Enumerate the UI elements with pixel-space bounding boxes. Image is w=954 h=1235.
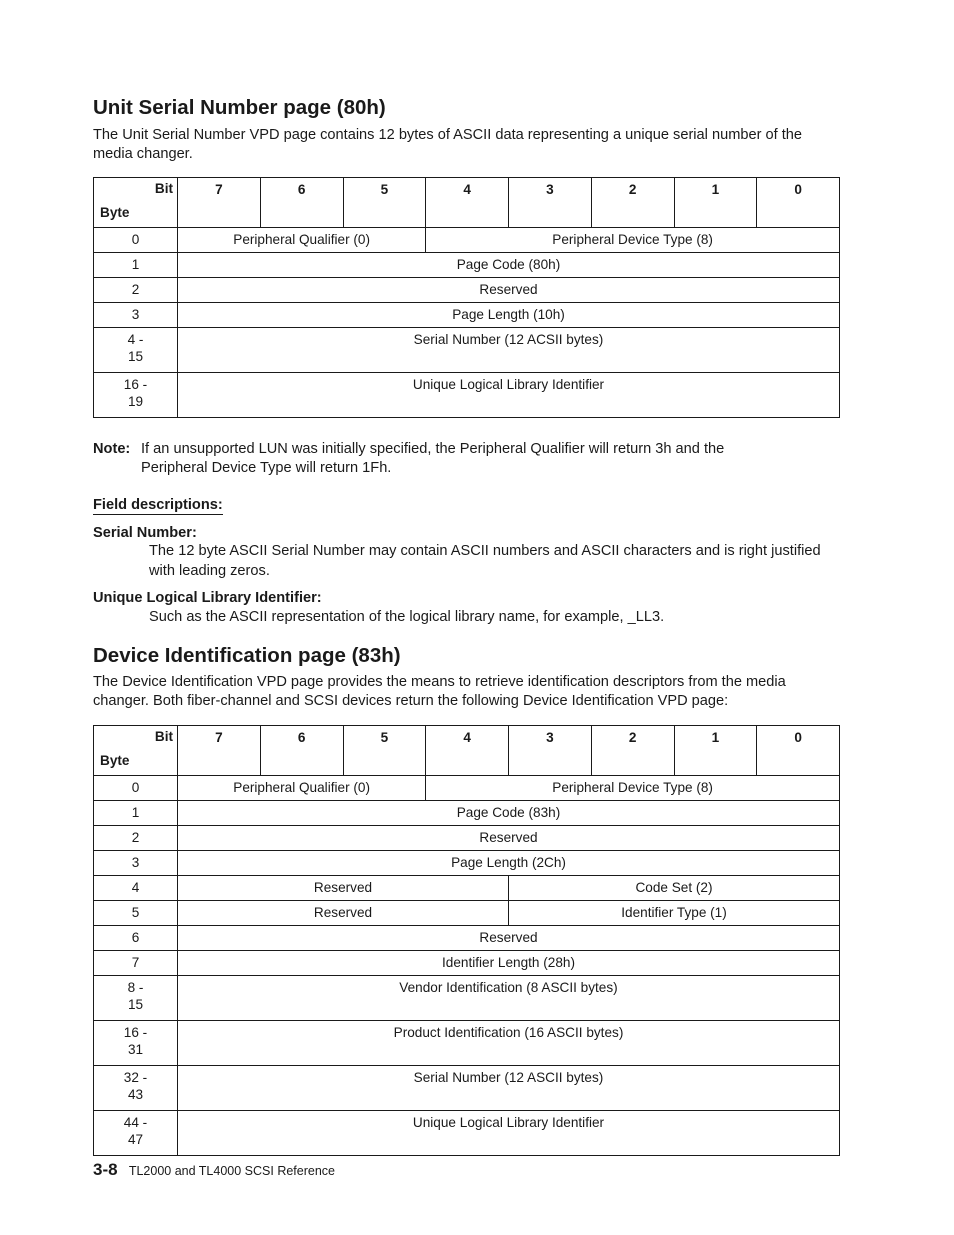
bit-header-cell: 6 — [260, 178, 343, 228]
byte-cell: 16 - 31 — [94, 1021, 178, 1066]
table-row — [94, 801, 840, 826]
byte-cell: 0 — [94, 228, 178, 253]
byte-cell: 1 — [94, 801, 178, 826]
field-cell: Vendor Identification (8 ASCII bytes) — [178, 976, 840, 1021]
device-identification-table — [93, 725, 840, 1156]
section2-intro: The Device Identification VPD page provides the means to retrieve identification descriptors from the media changer. Both fiber-channel and SCSI devices return the following Device Identification VPD page: — [93, 674, 786, 709]
table-row — [94, 1021, 840, 1066]
field-cell: Page Code (83h) — [178, 801, 840, 826]
field-cell: Reserved — [178, 278, 840, 303]
bit-header-cell: 0 — [757, 726, 840, 776]
table-row — [94, 901, 840, 926]
section1-title: Unit Serial Number page (80h) — [93, 96, 386, 119]
bit-header-cell: 4 — [426, 726, 509, 776]
bit-header-cell: 3 — [509, 726, 592, 776]
section1-intro: The Unit Serial Number VPD page contains 12 bytes of ASCII data representing a unique serial number of the media changer. — [93, 127, 803, 162]
field-cell: Serial Number (12 ASCII bytes) — [178, 1066, 840, 1111]
table-row — [94, 1066, 840, 1111]
bit-byte-corner-cell — [94, 178, 178, 228]
byte-label: Byte — [100, 205, 130, 220]
byte-cell: 3 — [94, 303, 178, 328]
field-cell: Peripheral Qualifier (0) — [178, 776, 426, 801]
term-unique-logical-library-identifier: Unique Logical Library Identifier: — [93, 590, 322, 606]
byte-cell: 16 - 19 — [94, 373, 178, 418]
table-row — [94, 228, 840, 253]
field-cell: Unique Logical Library Identifier — [178, 1111, 840, 1156]
byte-cell: 6 — [94, 926, 178, 951]
byte-cell: 2 — [94, 826, 178, 851]
term-serial-number: Serial Number: — [93, 525, 197, 541]
note-text: If an unsupported LUN was initially specified, the Peripheral Qualifier will return 3h and the Peripheral Device Type will return 1Fh. — [141, 441, 725, 476]
definition-unique-logical-library-identifier: Such as the ASCII representation of the logical library name, for example, _LL3. — [149, 609, 665, 625]
byte-cell: 44 - 47 — [94, 1111, 178, 1156]
field-cell: Peripheral Device Type (8) — [426, 228, 840, 253]
page-footer — [93, 1160, 335, 1180]
unit-serial-number-table — [93, 177, 840, 418]
table-row — [94, 278, 840, 303]
byte-cell: 5 — [94, 901, 178, 926]
byte-cell: 1 — [94, 253, 178, 278]
field-cell: Reserved — [178, 826, 840, 851]
field-cell: Page Code (80h) — [178, 253, 840, 278]
field-cell: Peripheral Qualifier (0) — [178, 228, 426, 253]
field-cell: Reserved — [178, 901, 509, 926]
definition-serial-number: The 12 byte ASCII Serial Number may contain ASCII numbers and ASCII characters and is right justified with leading zeros. — [149, 543, 821, 579]
bit-header-cell: 7 — [178, 178, 261, 228]
table-row — [94, 851, 840, 876]
bit-header-cell: 3 — [509, 178, 592, 228]
bit-header-cell: 5 — [343, 178, 426, 228]
field-cell: Page Length (2Ch) — [178, 851, 840, 876]
table-row — [94, 1111, 840, 1156]
field-cell: Reserved — [178, 876, 509, 901]
field-cell: Page Length (10h) — [178, 303, 840, 328]
bit-header-cell: 1 — [674, 178, 757, 228]
section2-title: Device Identification page (83h) — [93, 644, 401, 667]
bit-header-cell: 1 — [674, 726, 757, 776]
bit-header-cell: 0 — [757, 178, 840, 228]
bit-header-cell: 2 — [591, 726, 674, 776]
table-row — [94, 951, 840, 976]
note-label: Note: — [93, 441, 131, 457]
page-number: 3-8 — [93, 1160, 118, 1179]
table-row — [94, 826, 840, 851]
byte-cell: 2 — [94, 278, 178, 303]
byte-cell: 7 — [94, 951, 178, 976]
byte-cell: 4 — [94, 876, 178, 901]
table-header-row — [94, 178, 840, 228]
bit-header-cell: 5 — [343, 726, 426, 776]
book-title: TL2000 and TL4000 SCSI Reference — [128, 1164, 335, 1178]
table-row — [94, 876, 840, 901]
byte-cell: 4 - 15 — [94, 328, 178, 373]
table-row — [94, 328, 840, 373]
table-row — [94, 303, 840, 328]
field-cell: Serial Number (12 ACSII bytes) — [178, 328, 840, 373]
field-cell: Unique Logical Library Identifier — [178, 373, 840, 418]
table-row — [94, 776, 840, 801]
bit-header-cell: 2 — [591, 178, 674, 228]
byte-cell: 8 - 15 — [94, 976, 178, 1021]
bit-header-cell: 6 — [260, 726, 343, 776]
bit-header-cell: 7 — [178, 726, 261, 776]
field-cell: Code Set (2) — [509, 876, 840, 901]
field-cell: Identifier Length (28h) — [178, 951, 840, 976]
byte-cell: 32 - 43 — [94, 1066, 178, 1111]
table-row — [94, 373, 840, 418]
table-row — [94, 926, 840, 951]
bit-label: Bit — [154, 181, 173, 196]
table-header-row — [94, 726, 840, 776]
field-cell: Peripheral Device Type (8) — [426, 776, 840, 801]
bit-byte-corner-cell — [94, 726, 178, 776]
bit-header-cell: 4 — [426, 178, 509, 228]
note — [93, 440, 840, 476]
table-row — [94, 976, 840, 1021]
table-row — [94, 253, 840, 278]
bit-label: Bit — [154, 729, 173, 744]
field-cell: Reserved — [178, 926, 840, 951]
byte-label: Byte — [100, 753, 130, 768]
field-cell: Identifier Type (1) — [509, 901, 840, 926]
field-cell: Product Identification (16 ASCII bytes) — [178, 1021, 840, 1066]
field-descriptions-heading: Field descriptions: — [93, 497, 223, 513]
byte-cell: 3 — [94, 851, 178, 876]
byte-cell: 0 — [94, 776, 178, 801]
